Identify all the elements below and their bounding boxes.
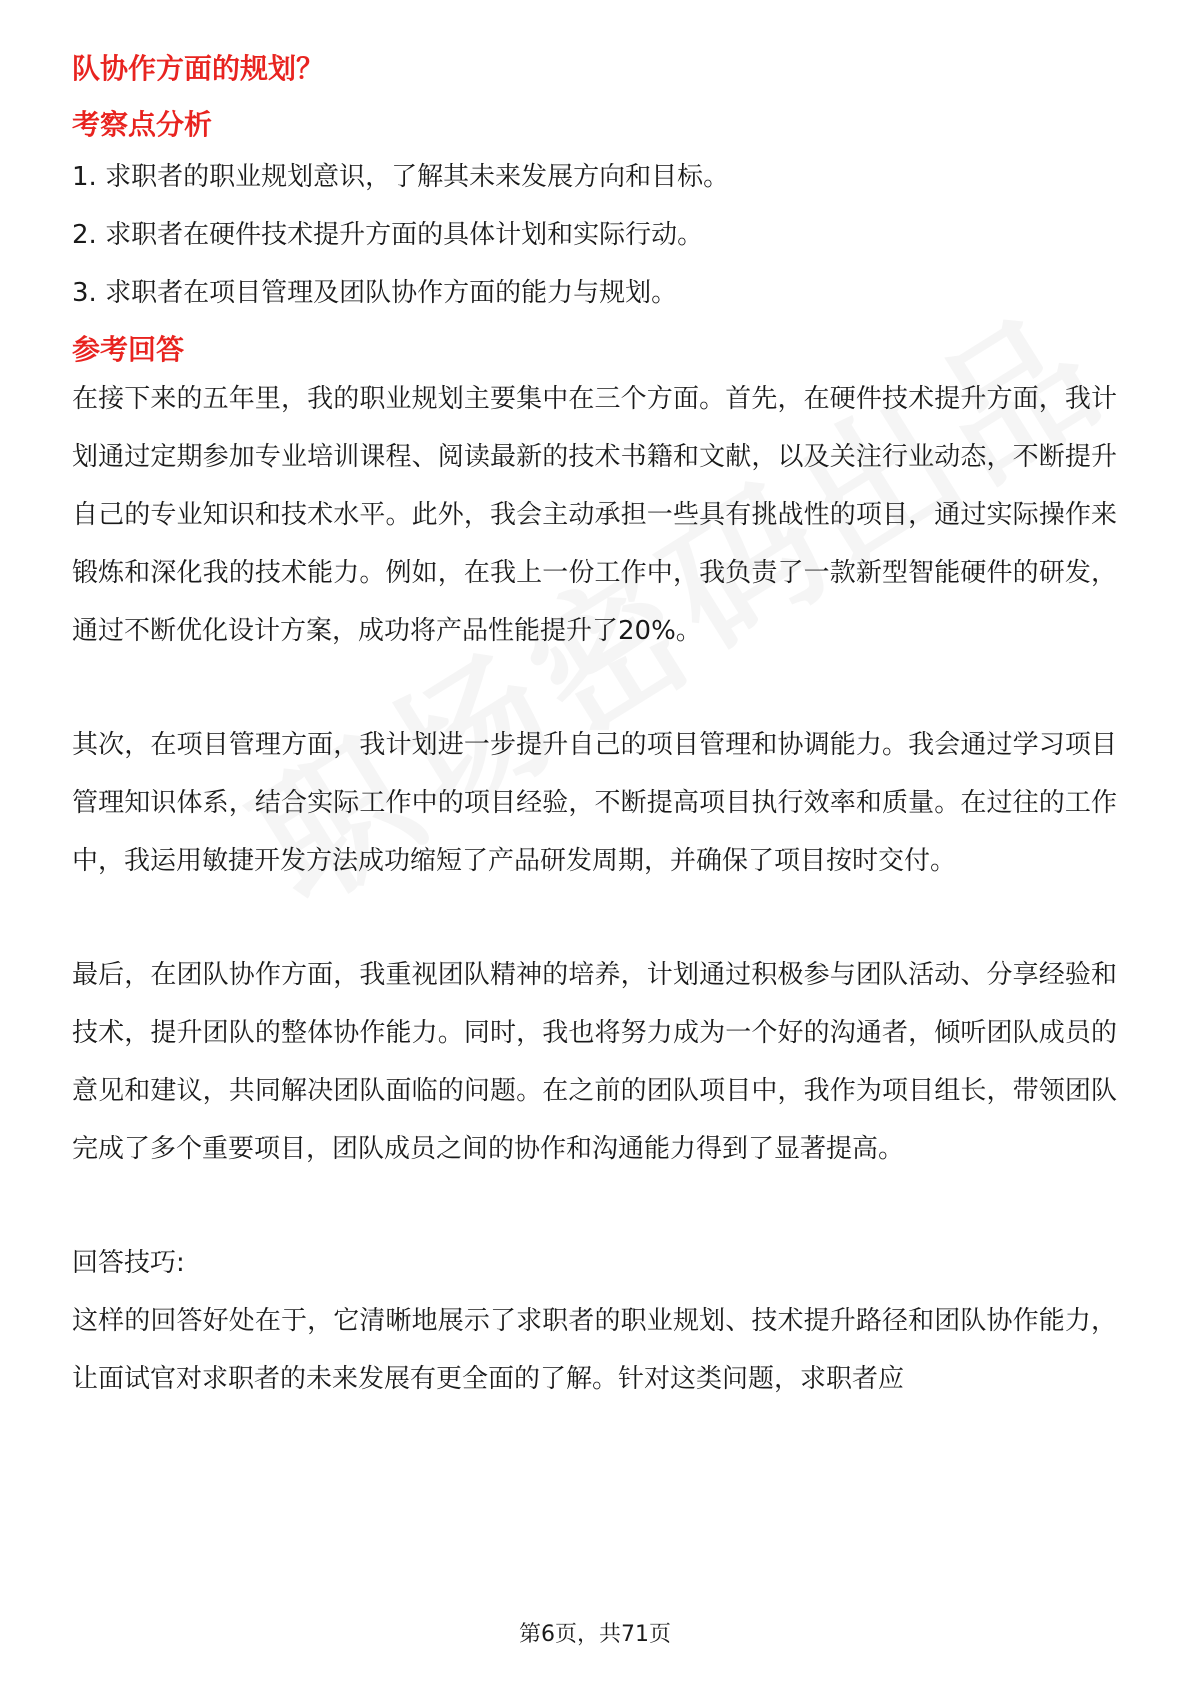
page-indicator: 第6页，共71页 [519,1622,671,1647]
answer-paragraph: 其次，在项目管理方面，我计划进一步提升自己的项目管理和协调能力。我会通过学习项目管理知识体系，结合实际工作中的项目经验，不断提高项目执行效率和质量。在过往的工作中，我运用敏捷开发方法成功缩短了产品研发周期，并确保了项目按时交付。 [72,730,1117,876]
answer-heading: 参考回答 [72,333,185,366]
analysis-item: 2. 求职者在硬件技术提升方面的具体计划和实际行动。 [72,220,704,250]
analysis-list [72,157,1117,313]
tips-paragraph: 这样的回答好处在于，它清晰地展示了求职者的职业规划、技术提升路径和团队协作能力，让面试官对求职者的未来发展有更全面的了解。针对这类问题，求职者应 [72,1306,1117,1394]
answer-paragraph: 最后，在团队协作方面，我重视团队精神的培养，计划通过积极参与团队活动、分享经验和技术，提升团队的整体协作能力。同时，我也将努力成为一个好的沟通者，倾听团队成员的意见和建议，共同解决团队面临的问题。在之前的团队项目中，我作为项目组长，带领团队完成了多个重要项目，团队成员之间的协作和沟通能力得到了显著提高。 [72,960,1117,1164]
analysis-item: 3. 求职者在项目管理及团队协作方面的能力与规划。 [72,278,678,308]
page-content [72,44,1117,1408]
analysis-item: 1. 求职者的职业规划意识，了解其未来发展方向和目标。 [72,162,730,192]
analysis-heading: 考察点分析 [72,108,213,141]
tips-label: 回答技巧: [72,1248,185,1278]
question-continuation-heading: 队协作方面的规划？ [72,52,325,85]
answer-paragraph: 在接下来的五年里，我的职业规划主要集中在三个方面。首先，在硬件技术提升方面，我计划通过定期参加专业培训课程、阅读最新的技术书籍和文献，以及关注行业动态，不断提升自己的专业知识和技术水平。此外，我会主动承担一些具有挑战性的项目，通过实际操作来锻炼和深化我的技术能力。例如，在我上一份工作中，我负责了一款新型智能硬件的研发，通过不断优化设计方案，成功将产品性能提升了20%。 [72,384,1117,646]
